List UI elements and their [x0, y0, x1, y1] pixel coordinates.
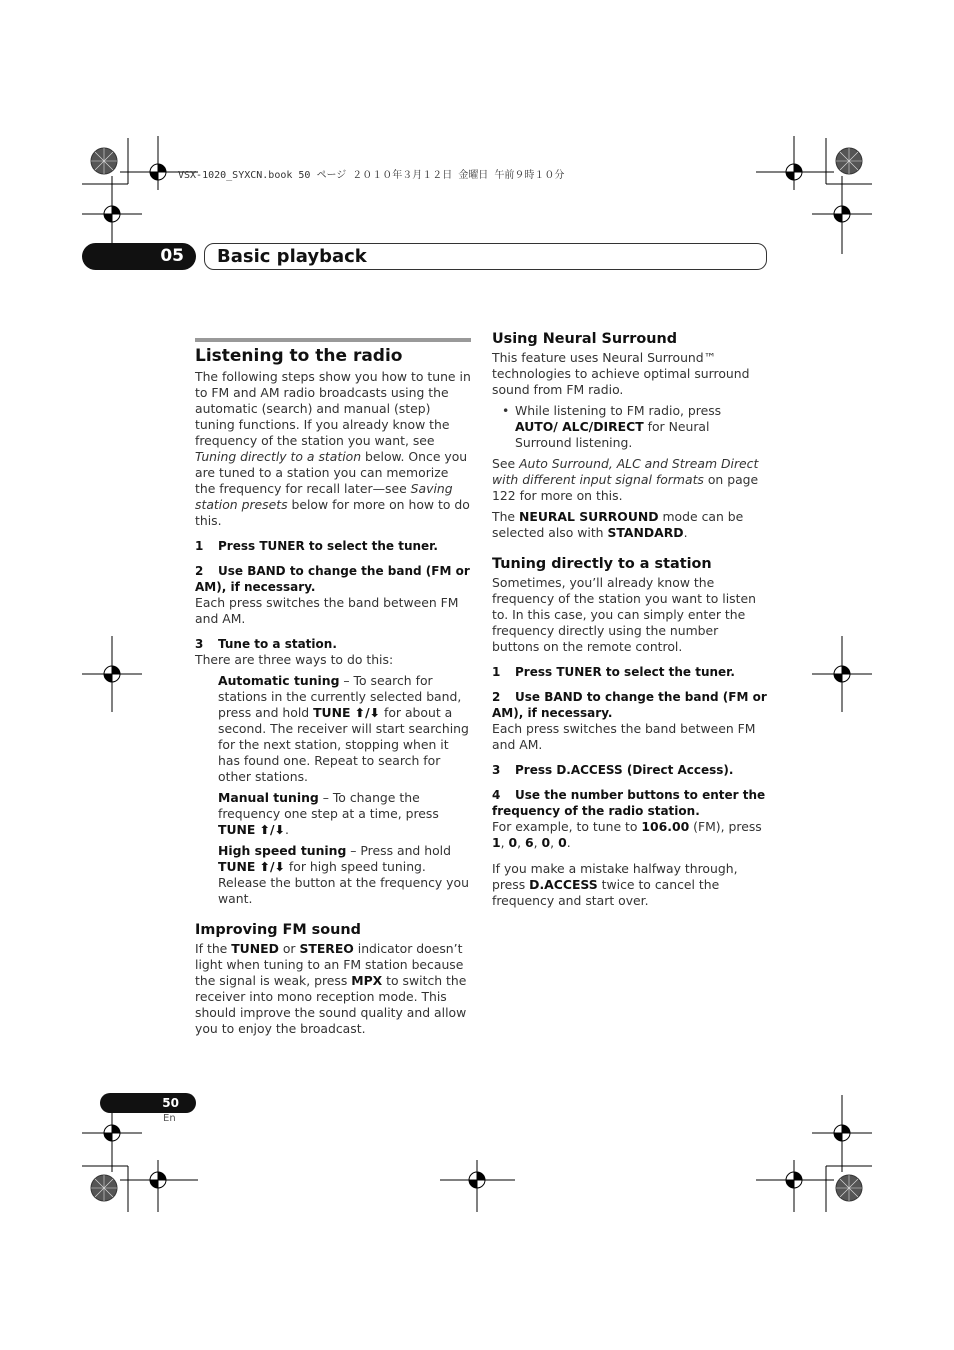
chapter-number: 05: [82, 243, 196, 270]
section-title: Listening to the radio: [195, 346, 403, 366]
d-access-key: D.ACCESS: [529, 877, 598, 892]
right-column: [492, 330, 767, 914]
intro-paragraph: The following steps show you how to tune in to FM and AM radio broadcasts using the automatic (search) and manual (step) tuning functions. If you already know the frequency of the station you want, see Tuning directly to a station below. Once you are tuned to a station you can memorize the frequency for recall later—see Saving station presets below for more on how to do this.: [195, 369, 471, 528]
automatic-tuning: Automatic tuning – To search for stations in the currently selected band, press and hold TUNE ⬆/⬇ for about a second. The receiver will start searching for the next station, stopping when it has found one. Repeat to search for other stations.: [218, 673, 469, 784]
step-3-note: There are three ways to do this:: [195, 652, 394, 667]
see-also: See Auto Surround, ALC and Stream Direct with different input signal formats on page 122 for more on this.: [492, 456, 759, 503]
tuning-directly-title: Tuning directly to a station: [492, 556, 712, 572]
frequency-example: For example, to tune to 106.00 (FM), press 1, 0, 6, 0, 0.: [492, 819, 762, 850]
left-column: [195, 338, 471, 1042]
improving-fm-paragraph: If the TUNED or STEREO indicator doesn’t light when tuning to an FM station because the signal is weak, press MPX to switch the receiver into mono reception mode. This should improve the sound quality and allow you to enjoy the broadcast.: [195, 941, 467, 1036]
step-1: 1 Press TUNER to select the tuner.: [492, 665, 735, 679]
improving-fm-title: Improving FM sound: [195, 922, 361, 938]
tune-key: TUNE ⬆/⬇: [218, 859, 285, 874]
high-speed-tuning: High speed tuning – Press and hold TUNE ⬆/⬇ for high speed tuning. Release the button at the frequency you want.: [218, 843, 469, 906]
mistake-note: If you make a mistake halfway through, press D.ACCESS twice to cancel the frequency and start over.: [492, 861, 738, 908]
step-2: 2 Use BAND to change the band (FM or AM), if necessary.: [492, 690, 767, 720]
neural-bullet: • While listening to FM radio, press AUTO/ ALC/DIRECT for Neural Surround listening.: [492, 403, 767, 451]
manual-tuning: Manual tuning – To change the frequency one step at a time, press TUNE ⬆/⬇.: [218, 790, 439, 837]
print-header: VSX-1020_SYXCN.book 50 ページ ２０１０年３月１２日 金曜日 午前９時１０分: [178, 170, 565, 181]
tuning-directly-intro: Sometimes, you’ll already know the frequency of the station you want to listen to. In this case, you can simply enter the frequency directly using the number buttons on the remote control.: [492, 575, 756, 654]
step-2-note: Each press switches the band between FM and AM.: [195, 595, 459, 626]
tune-key: TUNE ⬆/⬇: [313, 705, 381, 720]
neural-mode-note: The NEURAL SURROUND mode can be selected also with STANDARD.: [492, 509, 744, 540]
page-language: En: [163, 1113, 176, 1124]
xref-saving-presets: Saving station presets: [195, 481, 453, 512]
neural-intro: This feature uses Neural Surround™ technologies to achieve optimal surround sound from FM radio.: [492, 350, 750, 397]
step-2-note: Each press switches the band between FM and AM.: [492, 721, 756, 752]
chapter-title: Basic playback: [204, 243, 767, 270]
tune-key: TUNE ⬆/⬇: [218, 822, 285, 837]
neural-surround-title: Using Neural Surround: [492, 331, 678, 347]
step-3: 3 Press D.ACCESS (Direct Access).: [492, 763, 734, 777]
step-2: 2 Use BAND to change the band (FM or AM), if necessary.: [195, 564, 470, 594]
step-3: 3 Tune to a station.: [195, 637, 337, 651]
xref-auto-surround: Auto Surround, ALC and Stream Direct with different input signal formats: [492, 456, 759, 487]
title-rule: [195, 338, 471, 342]
auto-alc-direct-key: AUTO/ ALC/DIRECT: [515, 419, 644, 434]
page-number: 50: [100, 1093, 196, 1113]
xref-tuning-directly: Tuning directly to a station: [195, 449, 362, 464]
step-4: 4 Use the number buttons to enter the frequency of the radio station.: [492, 788, 766, 818]
step-1: 1 Press TUNER to select the tuner.: [195, 539, 438, 553]
